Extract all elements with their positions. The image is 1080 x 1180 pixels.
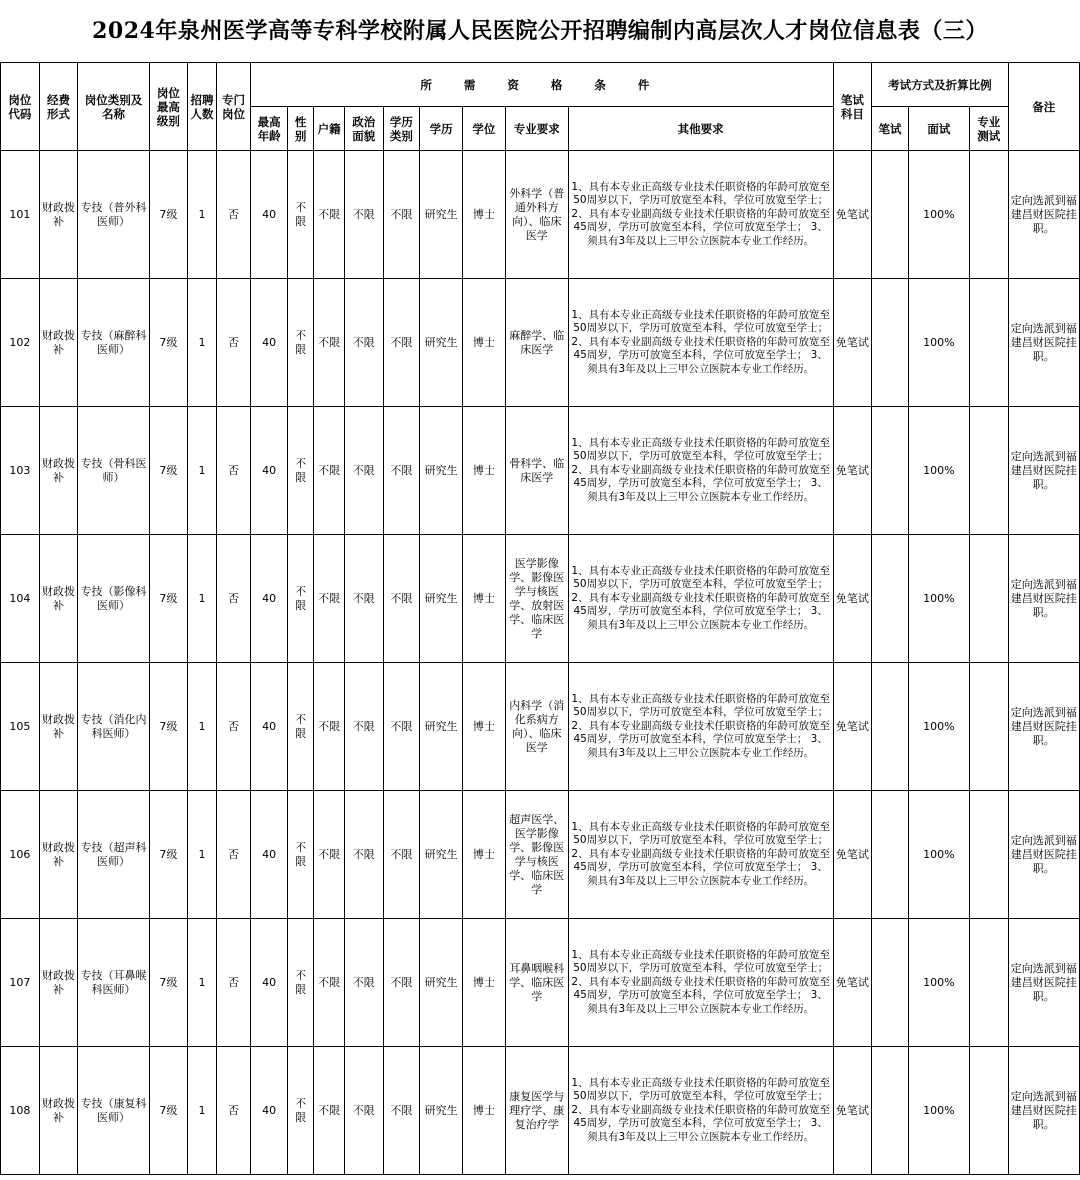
cell-professional-test: [969, 151, 1008, 279]
cell-funding: 财政拨补: [39, 663, 78, 791]
cell-degree: 博士: [462, 279, 505, 407]
cell-political: 不限: [344, 279, 383, 407]
cell-gender: 不限: [287, 407, 313, 535]
cell-level: 7级: [149, 791, 188, 919]
cell-gender: 不限: [287, 919, 313, 1047]
cell-count: 1: [188, 663, 216, 791]
cell-other: 1、具有本专业正高级专业技术任职资格的年龄可放宽至50周岁以下，学历可放宽至本科，学位可放宽至学士； 2、具有本专业副高级专业技术任职资格的年龄可放宽至45周岁，学历可放宽至本科，学位可放宽至学士； 3、须具有3年及以上三甲公立医院本专业工作经历。: [568, 407, 833, 535]
cell-education: 研究生: [420, 407, 463, 535]
cell-interview: 100%: [908, 791, 969, 919]
cell-category: 专技（骨科医师）: [78, 407, 149, 535]
cell-code: 107: [1, 919, 40, 1047]
cell-funding: 财政拨补: [39, 535, 78, 663]
table-row: [1, 535, 1080, 663]
cell-code: 101: [1, 151, 40, 279]
cell-major: 康复医学与理疗学、康复治疗学: [505, 1047, 568, 1175]
cell-remarks: 定向选派到福建昌财医院挂职。: [1008, 791, 1079, 919]
cell-edu-type: 不限: [383, 1047, 420, 1175]
cell-professional-test: [969, 279, 1008, 407]
cell-professional-test: [969, 919, 1008, 1047]
table-body: [1, 151, 1080, 1175]
cell-other: 1、具有本专业正高级专业技术任职资格的年龄可放宽至50周岁以下，学历可放宽至本科，学位可放宽至学士； 2、具有本专业副高级专业技术任职资格的年龄可放宽至45周岁，学历可放宽至本科，学位可放宽至学士； 3、须具有3年及以上三甲公立医院本专业工作经历。: [568, 151, 833, 279]
cell-hukou: 不限: [314, 279, 345, 407]
cell-age: 40: [251, 407, 288, 535]
cell-level: 7级: [149, 1047, 188, 1175]
cell-level: 7级: [149, 279, 188, 407]
cell-category: 专技（康复科医师）: [78, 1047, 149, 1175]
header-degree: 学位: [462, 107, 505, 151]
cell-major: 内科学（消化系病方向）、临床医学: [505, 663, 568, 791]
cell-edu-type: 不限: [383, 663, 420, 791]
cell-written-subject: 免笔试: [833, 535, 872, 663]
cell-written-subject: 免笔试: [833, 151, 872, 279]
cell-other: 1、具有本专业正高级专业技术任职资格的年龄可放宽至50周岁以下，学历可放宽至本科，学位可放宽至学士； 2、具有本专业副高级专业技术任职资格的年龄可放宽至45周岁，学历可放宽至本科，学位可放宽至学士； 3、须具有3年及以上三甲公立医院本专业工作经历。: [568, 791, 833, 919]
header-age: 最高年龄: [251, 107, 288, 151]
cell-remarks: 定向选派到福建昌财医院挂职。: [1008, 919, 1079, 1047]
header-gender: 性别: [287, 107, 313, 151]
cell-category: 专技（麻醉科医师）: [78, 279, 149, 407]
cell-remarks: 定向选派到福建昌财医院挂职。: [1008, 1047, 1079, 1175]
cell-major: 骨科学、临床医学: [505, 407, 568, 535]
cell-funding: 财政拨补: [39, 1047, 78, 1175]
header-level: 岗位最高级别: [149, 63, 188, 151]
cell-written-subject: 免笔试: [833, 407, 872, 535]
cell-age: 40: [251, 663, 288, 791]
cell-level: 7级: [149, 535, 188, 663]
table-row: [1, 919, 1080, 1047]
cell-age: 40: [251, 279, 288, 407]
cell-education: 研究生: [420, 535, 463, 663]
header-hukou: 户籍: [314, 107, 345, 151]
cell-gender: 不限: [287, 663, 313, 791]
cell-interview: 100%: [908, 919, 969, 1047]
header-funding: 经费形式: [39, 63, 78, 151]
cell-degree: 博士: [462, 1047, 505, 1175]
cell-category: 专技（消化内科医师）: [78, 663, 149, 791]
cell-degree: 博士: [462, 151, 505, 279]
cell-written-subject: 免笔试: [833, 1047, 872, 1175]
table-row: [1, 663, 1080, 791]
cell-major: 医学影像学、影像医学与核医学、放射医学、临床医学: [505, 535, 568, 663]
cell-category: 专技（超声科医师）: [78, 791, 149, 919]
cell-other: 1、具有本专业正高级专业技术任职资格的年龄可放宽至50周岁以下，学历可放宽至本科，学位可放宽至学士； 2、具有本专业副高级专业技术任职资格的年龄可放宽至45周岁，学历可放宽至本科，学位可放宽至学士； 3、须具有3年及以上三甲公立医院本专业工作经历。: [568, 279, 833, 407]
cell-education: 研究生: [420, 151, 463, 279]
cell-count: 1: [188, 407, 216, 535]
cell-hukou: 不限: [314, 1047, 345, 1175]
cell-interview: 100%: [908, 407, 969, 535]
table-row: [1, 407, 1080, 535]
cell-written: [872, 919, 909, 1047]
cell-political: 不限: [344, 919, 383, 1047]
cell-count: 1: [188, 791, 216, 919]
cell-special: 否: [216, 919, 251, 1047]
page-title: 2024年泉州医学高等专科学校附属人民医院公开招聘编制内高层次人才岗位信息表（三）: [92, 18, 988, 44]
cell-political: 不限: [344, 535, 383, 663]
cell-written-subject: 免笔试: [833, 663, 872, 791]
header-edu-type: 学历类别: [383, 107, 420, 151]
header-written-subject: 笔试科目: [833, 63, 872, 151]
positions-table: [0, 62, 1080, 1175]
cell-education: 研究生: [420, 791, 463, 919]
cell-gender: 不限: [287, 151, 313, 279]
cell-funding: 财政拨补: [39, 407, 78, 535]
cell-hukou: 不限: [314, 151, 345, 279]
cell-political: 不限: [344, 151, 383, 279]
cell-written-subject: 免笔试: [833, 791, 872, 919]
cell-degree: 博士: [462, 791, 505, 919]
cell-professional-test: [969, 791, 1008, 919]
cell-hukou: 不限: [314, 535, 345, 663]
cell-written: [872, 791, 909, 919]
table-row: [1, 1047, 1080, 1175]
cell-code: 105: [1, 663, 40, 791]
header-category: 岗位类别及名称: [78, 63, 149, 151]
cell-education: 研究生: [420, 663, 463, 791]
cell-other: 1、具有本专业正高级专业技术任职资格的年龄可放宽至50周岁以下，学历可放宽至本科，学位可放宽至学士； 2、具有本专业副高级专业技术任职资格的年龄可放宽至45周岁，学历可放宽至本科，学位可放宽至学士； 3、须具有3年及以上三甲公立医院本专业工作经历。: [568, 919, 833, 1047]
cell-degree: 博士: [462, 919, 505, 1047]
cell-political: 不限: [344, 663, 383, 791]
cell-age: 40: [251, 1047, 288, 1175]
cell-other: 1、具有本专业正高级专业技术任职资格的年龄可放宽至50周岁以下，学历可放宽至本科，学位可放宽至学士； 2、具有本专业副高级专业技术任职资格的年龄可放宽至45周岁，学历可放宽至本科，学位可放宽至学士； 3、须具有3年及以上三甲公立医院本专业工作经历。: [568, 1047, 833, 1175]
cell-special: 否: [216, 535, 251, 663]
cell-count: 1: [188, 279, 216, 407]
cell-other: 1、具有本专业正高级专业技术任职资格的年龄可放宽至50周岁以下，学历可放宽至本科，学位可放宽至学士； 2、具有本专业副高级专业技术任职资格的年龄可放宽至45周岁，学历可放宽至本科，学位可放宽至学士； 3、须具有3年及以上三甲公立医院本专业工作经历。: [568, 535, 833, 663]
header-written: 笔试: [872, 107, 909, 151]
header-political: 政治面貌: [344, 107, 383, 151]
cell-special: 否: [216, 1047, 251, 1175]
cell-category: 专技（普外科医师）: [78, 151, 149, 279]
cell-count: 1: [188, 151, 216, 279]
cell-category: 专技（耳鼻喉科医师）: [78, 919, 149, 1047]
cell-level: 7级: [149, 151, 188, 279]
header-other: 其他要求: [568, 107, 833, 151]
cell-degree: 博士: [462, 535, 505, 663]
cell-hukou: 不限: [314, 919, 345, 1047]
cell-funding: 财政拨补: [39, 279, 78, 407]
cell-hukou: 不限: [314, 407, 345, 535]
cell-interview: 100%: [908, 151, 969, 279]
cell-special: 否: [216, 279, 251, 407]
cell-age: 40: [251, 151, 288, 279]
cell-education: 研究生: [420, 919, 463, 1047]
cell-gender: 不限: [287, 535, 313, 663]
cell-professional-test: [969, 1047, 1008, 1175]
cell-professional-test: [969, 535, 1008, 663]
cell-remarks: 定向选派到福建昌财医院挂职。: [1008, 535, 1079, 663]
cell-written: [872, 663, 909, 791]
cell-count: 1: [188, 535, 216, 663]
cell-written: [872, 407, 909, 535]
cell-written: [872, 279, 909, 407]
cell-category: 专技（影像科医师）: [78, 535, 149, 663]
cell-age: 40: [251, 535, 288, 663]
table-row: [1, 279, 1080, 407]
cell-remarks: 定向选派到福建昌财医院挂职。: [1008, 407, 1079, 535]
header-special: 专门岗位: [216, 63, 251, 151]
cell-edu-type: 不限: [383, 791, 420, 919]
cell-political: 不限: [344, 1047, 383, 1175]
cell-political: 不限: [344, 407, 383, 535]
cell-special: 否: [216, 663, 251, 791]
cell-written: [872, 535, 909, 663]
cell-interview: 100%: [908, 279, 969, 407]
cell-written-subject: 免笔试: [833, 919, 872, 1047]
cell-professional-test: [969, 663, 1008, 791]
cell-gender: 不限: [287, 791, 313, 919]
cell-special: 否: [216, 407, 251, 535]
cell-edu-type: 不限: [383, 279, 420, 407]
cell-age: 40: [251, 791, 288, 919]
cell-degree: 博士: [462, 663, 505, 791]
cell-age: 40: [251, 919, 288, 1047]
cell-degree: 博士: [462, 407, 505, 535]
cell-edu-type: 不限: [383, 151, 420, 279]
table-row: [1, 791, 1080, 919]
cell-major: 耳鼻咽喉科学、临床医学: [505, 919, 568, 1047]
cell-funding: 财政拨补: [39, 791, 78, 919]
cell-major: 外科学（普通外科方向）、临床医学: [505, 151, 568, 279]
header-professional-test: 专业测试: [969, 107, 1008, 151]
cell-remarks: 定向选派到福建昌财医院挂职。: [1008, 151, 1079, 279]
cell-interview: 100%: [908, 1047, 969, 1175]
header-count: 招聘人数: [188, 63, 216, 151]
cell-gender: 不限: [287, 1047, 313, 1175]
cell-other: 1、具有本专业正高级专业技术任职资格的年龄可放宽至50周岁以下，学历可放宽至本科，学位可放宽至学士； 2、具有本专业副高级专业技术任职资格的年龄可放宽至45周岁，学历可放宽至本科，学位可放宽至学士； 3、须具有3年及以上三甲公立医院本专业工作经历。: [568, 663, 833, 791]
cell-level: 7级: [149, 407, 188, 535]
cell-funding: 财政拨补: [39, 919, 78, 1047]
cell-hukou: 不限: [314, 663, 345, 791]
table-row: [1, 151, 1080, 279]
cell-written: [872, 151, 909, 279]
cell-remarks: 定向选派到福建昌财医院挂职。: [1008, 663, 1079, 791]
cell-count: 1: [188, 1047, 216, 1175]
cell-edu-type: 不限: [383, 919, 420, 1047]
cell-professional-test: [969, 407, 1008, 535]
header-remarks: 备注: [1008, 63, 1079, 151]
cell-edu-type: 不限: [383, 535, 420, 663]
cell-edu-type: 不限: [383, 407, 420, 535]
header-exam: 考试方式及折算比例: [872, 63, 1008, 107]
cell-political: 不限: [344, 791, 383, 919]
cell-education: 研究生: [420, 279, 463, 407]
cell-level: 7级: [149, 663, 188, 791]
cell-code: 104: [1, 535, 40, 663]
cell-special: 否: [216, 791, 251, 919]
cell-written-subject: 免笔试: [833, 279, 872, 407]
header-education: 学历: [420, 107, 463, 151]
header-interview: 面试: [908, 107, 969, 151]
cell-code: 103: [1, 407, 40, 535]
cell-code: 106: [1, 791, 40, 919]
cell-major: 麻醉学、临床医学: [505, 279, 568, 407]
header-major: 专业要求: [505, 107, 568, 151]
cell-code: 108: [1, 1047, 40, 1175]
cell-interview: 100%: [908, 535, 969, 663]
header-code: 岗位代码: [1, 63, 40, 151]
cell-major: 超声医学、医学影像学、影像医学与核医学、临床医学: [505, 791, 568, 919]
cell-written: [872, 1047, 909, 1175]
table-header: [1, 63, 1080, 151]
cell-remarks: 定向选派到福建昌财医院挂职。: [1008, 279, 1079, 407]
cell-level: 7级: [149, 919, 188, 1047]
cell-special: 否: [216, 151, 251, 279]
cell-interview: 100%: [908, 663, 969, 791]
cell-hukou: 不限: [314, 791, 345, 919]
cell-funding: 财政拨补: [39, 151, 78, 279]
cell-code: 102: [1, 279, 40, 407]
cell-education: 研究生: [420, 1047, 463, 1175]
header-qualifications: 所 需 资 格 条 件: [251, 63, 833, 107]
cell-count: 1: [188, 919, 216, 1047]
cell-gender: 不限: [287, 279, 313, 407]
